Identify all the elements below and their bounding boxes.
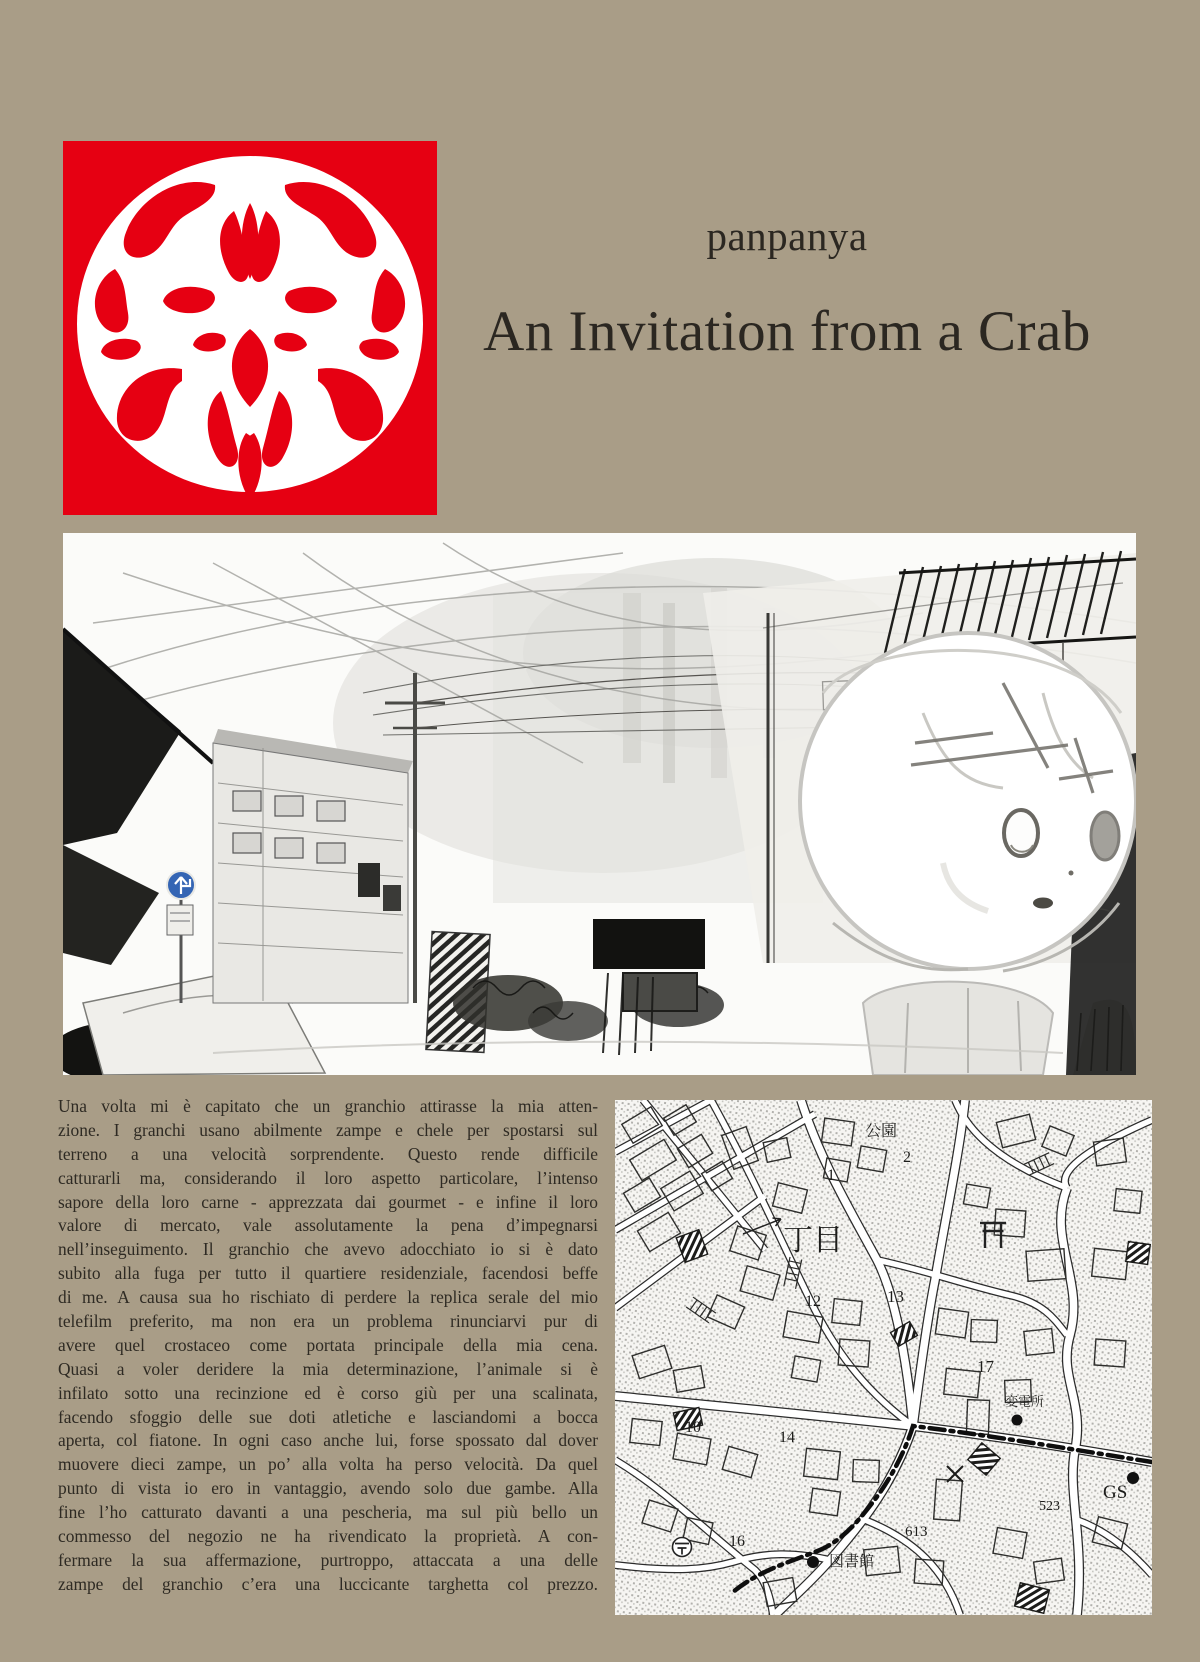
story-line: aperta, col fiatone. In ogni caso anche lui, forse spossato dal dover <box>58 1430 598 1451</box>
library-dot <box>807 1556 819 1568</box>
substation-dot <box>1012 1415 1023 1426</box>
story-text <box>58 1095 598 1597</box>
story-line: fermare la sua affermazione, purtroppo, attaccata a una delle <box>58 1549 598 1570</box>
map-label-gas: GS <box>1103 1482 1128 1503</box>
map-label-1: 1 <box>827 1167 835 1184</box>
story-line: avere quel crostaceo come portata principale della mia cena. <box>58 1334 598 1355</box>
story-line: punto di vista io ero in vantaggio, avendo solo due gambe. Alla <box>58 1478 598 1499</box>
story-line: di me. A causa sua ho rischiato di perdere la replica serale del mio <box>58 1287 598 1308</box>
story-line: catturarli ma, considerando il loro aspetto particolare, l’intenso <box>58 1167 598 1188</box>
map-label-park: 公園 <box>865 1123 898 1140</box>
story-line: fine l’ho catturato davanti a una pescheria, ma sul più bello un <box>58 1502 598 1523</box>
map-label-17: 17 <box>977 1357 994 1376</box>
map-label-14: 14 <box>779 1429 795 1446</box>
map-label-2: 2 <box>903 1149 911 1166</box>
post-office-icon <box>673 1538 692 1557</box>
page-title: An Invitation from a Crab <box>483 300 1091 363</box>
street-sketch-drawing <box>63 533 1136 1075</box>
district-map-drawing <box>615 1100 1152 1615</box>
district-map <box>615 1100 1152 1615</box>
character-mouth <box>1033 898 1053 909</box>
crab-ornament-icon <box>63 141 437 515</box>
map-label-613: 613 <box>905 1524 928 1540</box>
street-sketch-illustration <box>63 533 1136 1075</box>
story-line: zione. I granchi usano abilmente zampe e chele per spostarsi sul <box>58 1119 598 1140</box>
story-line: subito alla fuga per tutto il quartiere residenziale, facendosi beffe <box>58 1263 598 1284</box>
story-line: nell’inseguimento. Il granchio che avevo adocchiato io si è dato <box>58 1239 598 1260</box>
character-left-eye <box>1004 810 1038 856</box>
publisher-logo <box>63 141 437 515</box>
map-label-13: 13 <box>887 1287 904 1306</box>
map-label-library: 図書館 <box>829 1554 875 1570</box>
map-label-10: 10 <box>685 1419 701 1436</box>
story-line: terreno a una velocità sorprendente. Questo rende difficile <box>58 1143 598 1164</box>
story-line: facendo sfoggio delle sue doti atletiche e lasciandomi a bocca <box>58 1406 598 1427</box>
map-label-523: 523 <box>1039 1499 1060 1514</box>
story-line: Quasi a voler deridere la mia determinazione, l’animale si è <box>58 1358 598 1379</box>
story-line: commesso del negozio ne ha rivendicato la proprietà. A con- <box>58 1526 598 1547</box>
story-line: telefilm preferito, ma non era un problema rinunciarvi pur di <box>58 1311 598 1332</box>
story-line: sapore della loro carne - apprezzata dai gourmet - e infine il loro <box>58 1191 598 1212</box>
gas-station-dot <box>1127 1472 1139 1484</box>
map-label-16: 16 <box>729 1533 745 1550</box>
author-name: panpanya <box>706 213 868 259</box>
story-line: Una volta mi è capitato che un granchio attirasse la mia atten- <box>58 1096 598 1116</box>
story-line: valore di mercato, vale assolutamente la pena d’impegnarsi <box>58 1215 598 1236</box>
map-label-chome: 丁目 <box>783 1224 843 1257</box>
story-line: infilato sotto una recinzione ed è corso giù per una scalinata, <box>58 1382 598 1403</box>
story-line: zampe del granchio c’era una luccicante targhetta col prezzo. <box>58 1573 598 1594</box>
story-line: muovere dieci zampe, un po’ alla volta ha perso velocità. Da quel <box>58 1454 598 1475</box>
map-label-substation: 変電所 <box>1005 1394 1045 1409</box>
map-label-12: 12 <box>805 1293 821 1310</box>
character-right-eye <box>1091 812 1119 860</box>
